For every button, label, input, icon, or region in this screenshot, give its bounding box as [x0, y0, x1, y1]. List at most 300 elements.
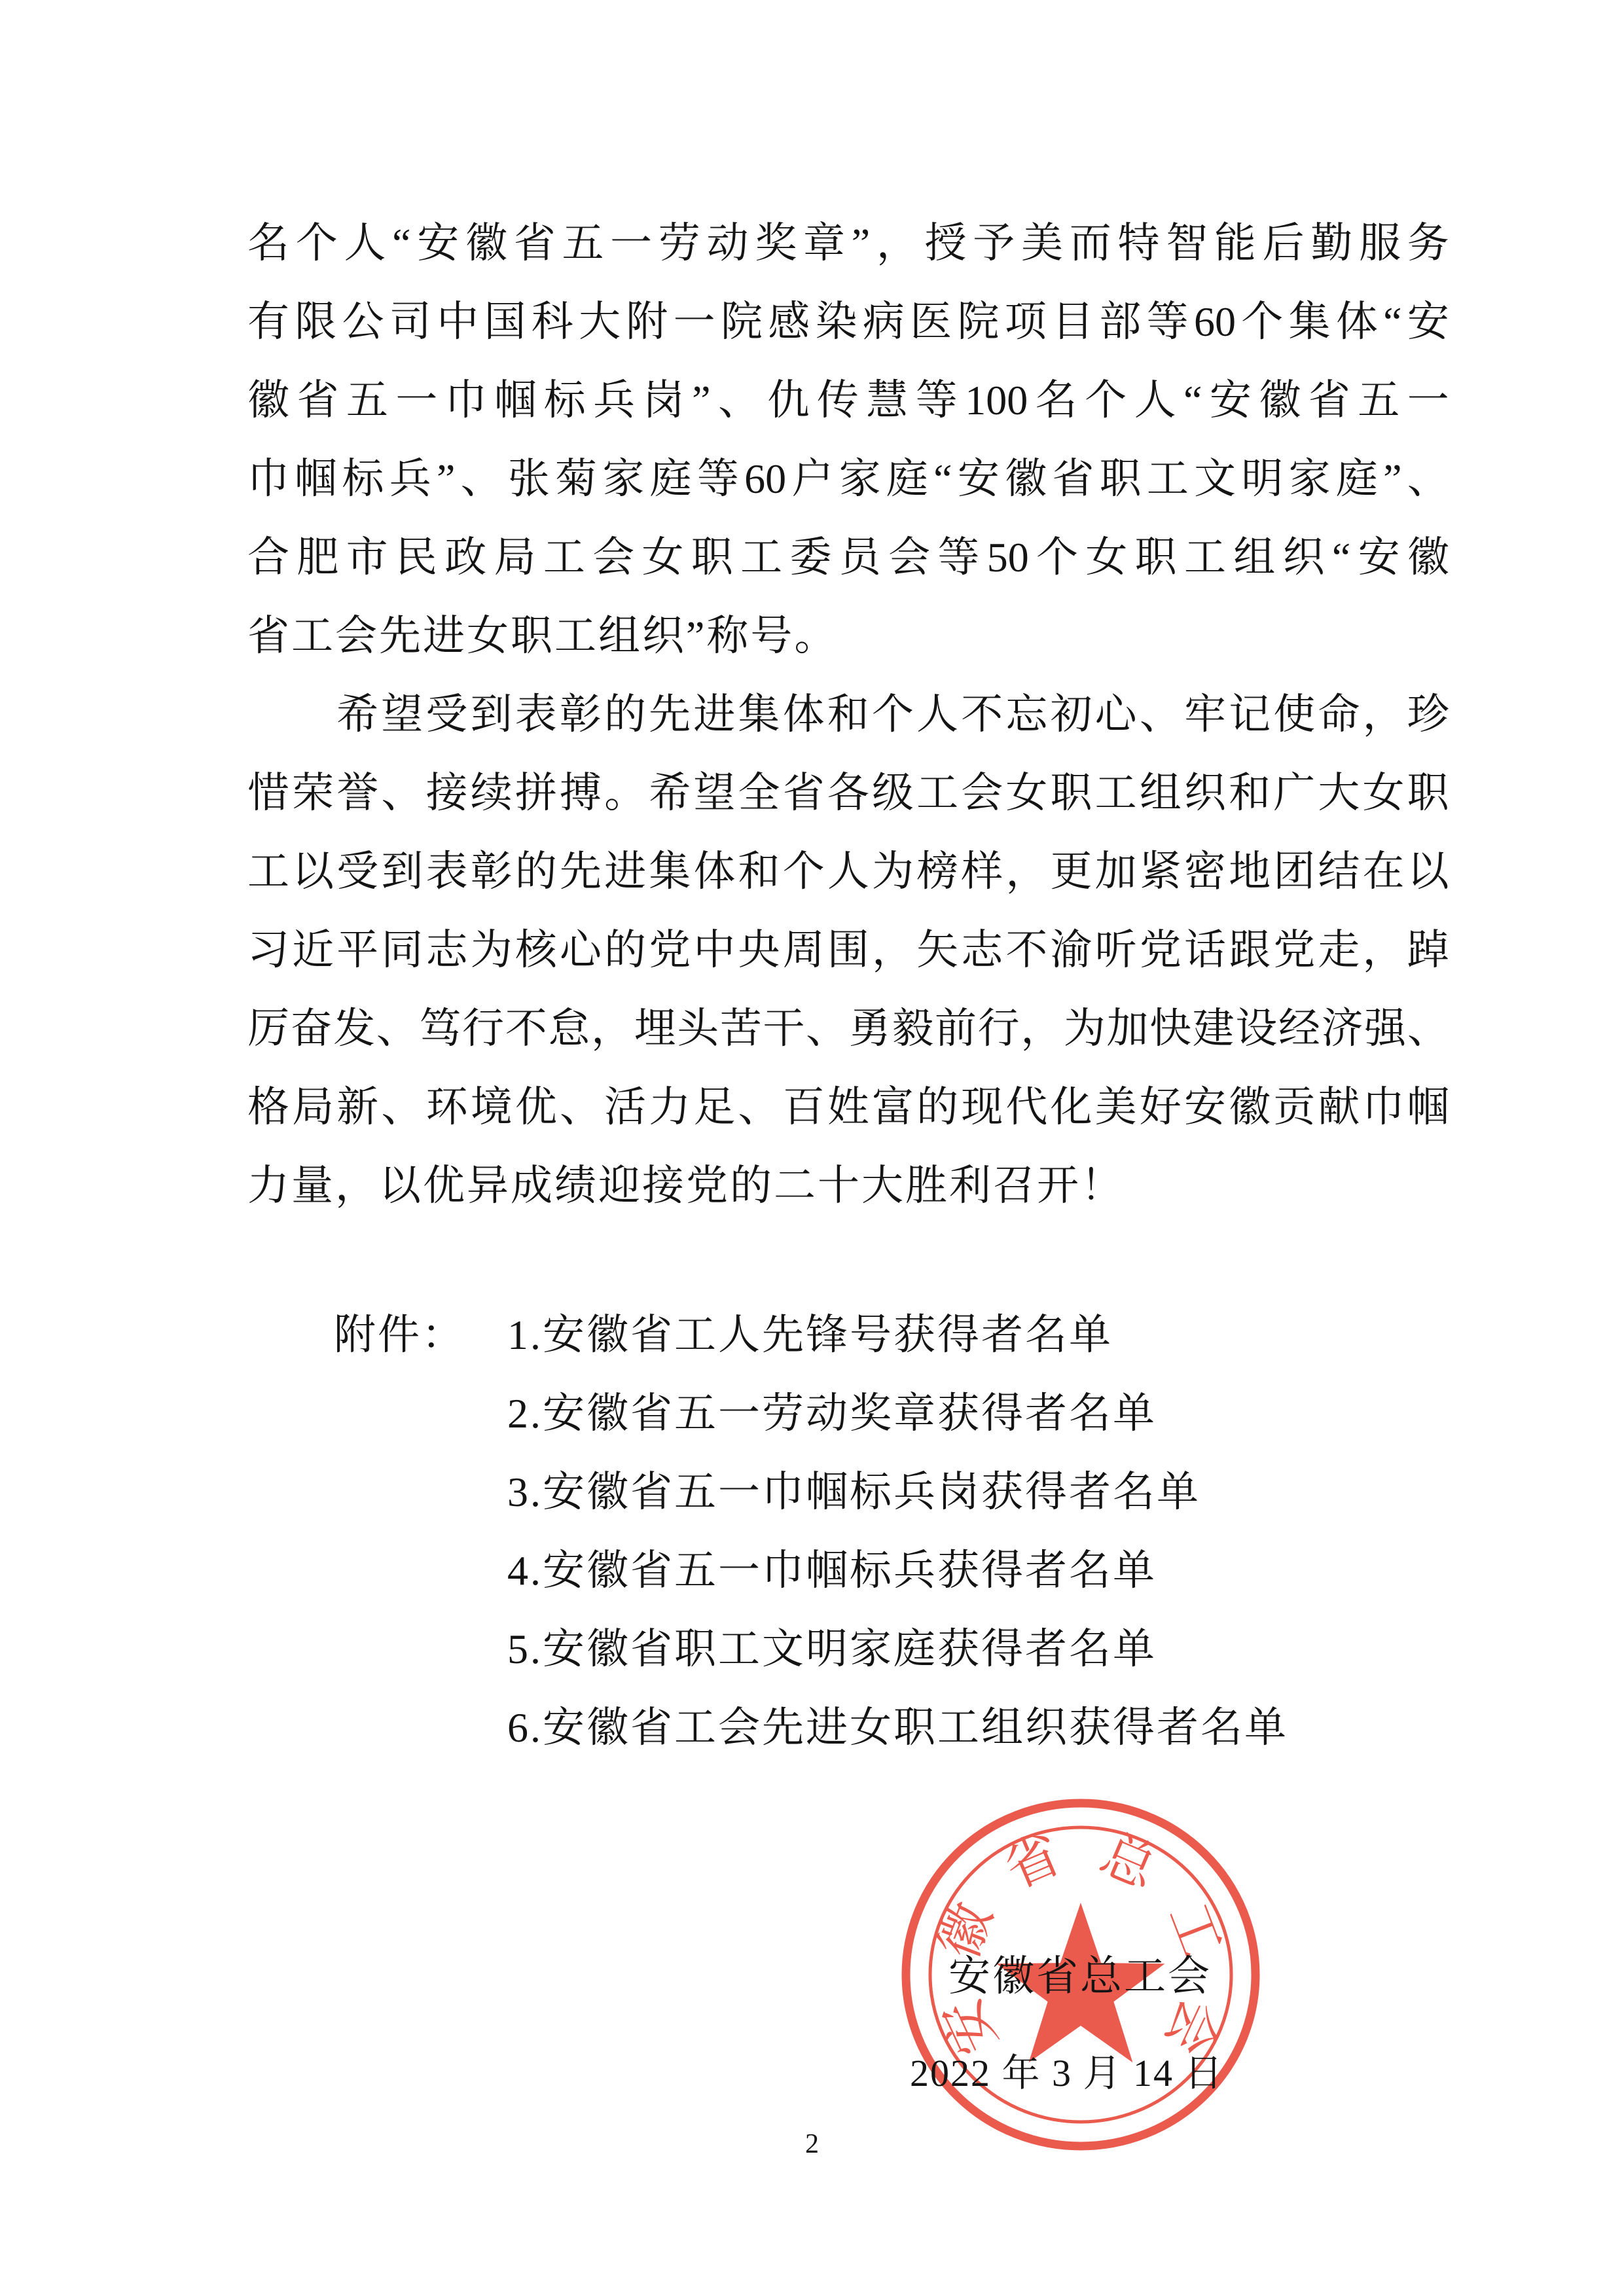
line-char: 广	[1273, 770, 1316, 816]
line-char: 职	[1050, 770, 1092, 816]
line-char: 徽	[1229, 1084, 1271, 1130]
line-char: 好	[1139, 1084, 1182, 1130]
line-char: 力	[649, 1084, 691, 1130]
line-char: 同	[381, 927, 424, 973]
line-char: 强	[1364, 1005, 1407, 1052]
line-char: 省	[297, 377, 339, 423]
line-char: 、	[460, 456, 503, 502]
line-char: 等	[937, 534, 980, 581]
body-line	[247, 374, 1449, 427]
line-char: 巾	[444, 377, 487, 423]
line-char: “	[1183, 377, 1202, 423]
line-char: 快	[1149, 1005, 1192, 1052]
line-char: 代	[1005, 1084, 1048, 1130]
line-char: 级	[871, 770, 914, 816]
line-char: 为	[1063, 1005, 1106, 1052]
line-char: 的	[514, 848, 557, 895]
line-char: 目	[1052, 298, 1094, 345]
line-char: 省	[782, 770, 825, 816]
line-char: 一	[673, 298, 715, 345]
line-char: 国	[484, 298, 526, 345]
line-char: 和	[1229, 770, 1271, 816]
line-char: 彰	[559, 691, 602, 738]
line-char: 感	[768, 298, 810, 345]
line-char: 誉	[336, 770, 379, 816]
line-char: 工	[1146, 456, 1189, 502]
line-char: 、	[1407, 456, 1449, 502]
line-char: 使	[1273, 691, 1316, 738]
line-char: 奋	[290, 1005, 333, 1052]
line-char: 搏	[559, 770, 602, 816]
line-char: 望	[693, 770, 736, 816]
line-char: 菊	[555, 456, 598, 502]
line-char: 局	[494, 534, 536, 581]
line-char: 公	[342, 298, 384, 345]
line-char: 会	[888, 534, 931, 581]
line-char: 党	[1139, 927, 1182, 973]
line-char: 平	[336, 927, 379, 973]
line-char: 能	[1214, 220, 1256, 266]
line-char: 兵	[389, 456, 431, 502]
line-char: 化	[1050, 1084, 1092, 1130]
line-char: 家	[839, 456, 881, 502]
line-char: 个	[782, 848, 825, 895]
line-char: 。	[604, 770, 647, 816]
seal-char: 徽	[928, 1895, 1004, 1967]
line-char: 现	[961, 1084, 1003, 1130]
line-char: 工	[543, 534, 585, 581]
line-char: 工	[1094, 770, 1137, 816]
line-char: 话	[1183, 927, 1226, 973]
line-char: 职	[1134, 534, 1177, 581]
line-char: 美	[1094, 1084, 1137, 1130]
line-char: 工	[1183, 534, 1226, 581]
line-char: ”	[692, 377, 711, 423]
line-char: 肥	[297, 534, 339, 581]
line-char: 100	[965, 377, 1028, 423]
line-char: “	[392, 220, 411, 266]
line-char: 建	[1192, 1005, 1235, 1052]
line-char: 个	[295, 220, 338, 266]
body-line	[247, 1003, 1449, 1055]
line-char: 以	[1407, 848, 1449, 895]
line-char: 60	[744, 456, 787, 502]
line-char: 、	[381, 1084, 424, 1130]
line-char: 表	[514, 691, 557, 738]
line-char: 个	[1085, 377, 1127, 423]
attachment-item: 5.安徽省职工文明家庭获得者名单	[507, 1626, 1157, 1672]
line-char: 接	[425, 770, 468, 816]
line-char: 染	[815, 298, 857, 345]
line-char: 的	[604, 691, 646, 738]
line-char: 服	[1359, 220, 1401, 266]
seal-char: 省	[996, 1823, 1070, 1900]
line-char: 职	[691, 534, 733, 581]
line-char: 体	[693, 848, 736, 895]
line-char: 明	[1241, 456, 1284, 502]
line-char: 大	[1318, 770, 1360, 816]
line-char: 庭	[1335, 456, 1378, 502]
line-char: 希	[649, 770, 691, 816]
attachment-item: 1.安徽省工人先锋号获得者名单	[507, 1312, 1113, 1358]
line-char: 帼	[494, 377, 537, 423]
line-char: 名	[247, 220, 289, 266]
line-char: 、	[1139, 691, 1182, 738]
line-char: 更	[1050, 848, 1092, 895]
line-char: 近	[292, 927, 334, 973]
line-char: 富	[871, 1084, 914, 1130]
line-char: 委	[789, 534, 832, 581]
body-line	[336, 689, 1449, 741]
line-char: 人	[344, 220, 386, 266]
line-char: “	[1383, 298, 1402, 345]
line-char: 望	[381, 691, 424, 738]
body-line: 省工会先进女职工组织”称号。	[247, 613, 839, 659]
line-char: 予	[973, 220, 1015, 266]
line-char: 徽	[1259, 377, 1301, 423]
line-char: 体	[1335, 298, 1378, 345]
line-char: ”	[437, 456, 456, 502]
line-char: 和	[738, 848, 780, 895]
line-char: 女	[641, 534, 684, 581]
line-char: 省	[1308, 377, 1350, 423]
line-char: 女	[1085, 534, 1128, 581]
line-char: 核	[514, 927, 557, 973]
line-char: ，	[1020, 1005, 1063, 1052]
line-char: 60	[1193, 298, 1236, 345]
line-char: 庭	[886, 456, 928, 502]
line-char: 后	[1262, 220, 1305, 266]
line-char: 渝	[1050, 927, 1092, 973]
line-char: 安	[1358, 534, 1400, 581]
line-char: 献	[1318, 1084, 1360, 1130]
line-char: 全	[738, 770, 780, 816]
line-char: 政	[444, 534, 487, 581]
line-char: 先	[649, 691, 691, 738]
line-char: 个	[1241, 298, 1284, 345]
line-char: 以	[292, 848, 334, 895]
line-char: 先	[559, 848, 602, 895]
line-char: 团	[1273, 848, 1316, 895]
line-char: 省	[513, 220, 556, 266]
line-char: 一	[1407, 377, 1449, 423]
line-char: 巾	[1362, 1084, 1405, 1130]
line-char: 笃	[419, 1005, 461, 1052]
line-char: 优	[514, 1084, 557, 1130]
line-char: 、	[381, 770, 424, 816]
line-char: 志	[961, 927, 1003, 973]
line-char: 矢	[916, 927, 959, 973]
line-char: 各	[827, 770, 869, 816]
line-char: 荣	[292, 770, 334, 816]
line-char: 帼	[1407, 1084, 1449, 1130]
line-char: 一	[610, 220, 653, 266]
line-char: 的	[604, 927, 647, 973]
line-char: 会	[961, 770, 1003, 816]
line-char: 岗	[642, 377, 685, 423]
line-char: ，	[1005, 848, 1048, 895]
line-char: “	[933, 456, 952, 502]
line-char: 进	[604, 848, 647, 895]
line-char: 标	[342, 456, 384, 502]
attachment-item: 2.安徽省五一劳动奖章获得者名单	[507, 1390, 1157, 1437]
line-char: 不	[505, 1005, 547, 1052]
line-char: 美	[1021, 220, 1064, 266]
line-char: 的	[916, 1084, 959, 1130]
line-char: 职	[1407, 770, 1449, 816]
line-char: 工	[247, 848, 289, 895]
line-char: 安	[1209, 377, 1252, 423]
line-char: 、	[806, 1005, 848, 1052]
body-line	[247, 924, 1449, 977]
line-char: 志	[425, 927, 468, 973]
line-char: 人	[827, 848, 869, 895]
line-char: 记	[1229, 691, 1271, 738]
page-number: 2	[805, 2129, 819, 2159]
line-char: 个	[871, 691, 914, 738]
body-line	[247, 453, 1449, 505]
line-char: 五	[346, 377, 388, 423]
seal-char: 总	[1092, 1823, 1165, 1900]
line-char: 传	[816, 377, 859, 423]
line-char: 百	[782, 1084, 825, 1130]
line-char: 户	[791, 456, 834, 502]
line-char: 徽	[465, 220, 507, 266]
line-char: 设	[1235, 1005, 1278, 1052]
line-char: 五	[1358, 377, 1400, 423]
body-line	[247, 217, 1449, 270]
line-char: 五	[562, 220, 604, 266]
line-char: 足	[693, 1084, 736, 1130]
body-line	[247, 1081, 1449, 1134]
line-char: 附	[626, 298, 668, 345]
line-char: 结	[1318, 848, 1360, 895]
line-char: 科	[531, 298, 573, 345]
attachment-label: 附件：	[334, 1312, 465, 1358]
line-char: 勇	[848, 1005, 891, 1052]
line-char: 榜	[916, 848, 959, 895]
line-char: 合	[247, 534, 289, 581]
line-char: ，	[591, 1005, 633, 1052]
line-char: 围	[827, 927, 869, 973]
line-char: 、	[376, 1005, 418, 1052]
seal-char: 工	[1157, 1895, 1233, 1967]
line-char: 不	[961, 691, 1003, 738]
line-char: 境	[470, 1084, 513, 1130]
line-char: 受	[425, 691, 468, 738]
signature-org: 安徽省总工会	[948, 1953, 1212, 2000]
line-char: 动	[706, 220, 749, 266]
line-char: 紧	[1139, 848, 1182, 895]
line-char: 进	[693, 691, 736, 738]
line-char: 埋	[634, 1005, 676, 1052]
line-char: ”	[1383, 456, 1402, 502]
line-char: 安	[417, 220, 460, 266]
line-char: “	[1331, 534, 1351, 581]
line-char: 命	[1318, 691, 1360, 738]
line-char: 勤	[1310, 220, 1353, 266]
line-char: 续	[470, 770, 513, 816]
body-line	[247, 296, 1449, 348]
line-char: 大	[579, 298, 621, 345]
line-char: 毅	[892, 1005, 934, 1052]
line-char: 徽	[247, 377, 289, 423]
line-char: 家	[1288, 456, 1331, 502]
line-char: 格	[247, 1084, 289, 1130]
line-char: 奖	[755, 220, 797, 266]
line-char: 标	[543, 377, 586, 423]
line-char: 到	[381, 848, 424, 895]
line-char: 限	[295, 298, 337, 345]
line-char: 济	[1321, 1005, 1363, 1052]
line-char: 组	[1233, 534, 1276, 581]
line-char: 病	[862, 298, 905, 345]
line-char: 女	[1005, 770, 1048, 816]
line-char: 徽	[1005, 456, 1047, 502]
line-char: 走	[1318, 927, 1360, 973]
line-char: 行	[462, 1005, 505, 1052]
line-char: 环	[425, 1084, 468, 1130]
line-char: 不	[1005, 927, 1048, 973]
line-char: 章	[803, 220, 846, 266]
line-char: 、	[738, 1084, 780, 1130]
line-char: 安	[1183, 1084, 1226, 1130]
line-char: 集	[738, 691, 780, 738]
line-char: 仇	[767, 377, 810, 423]
body-line	[247, 846, 1449, 898]
seal-char: 安	[931, 1989, 1008, 2064]
line-char: 习	[247, 927, 289, 973]
line-char: 央	[738, 927, 780, 973]
line-char: 兵	[593, 377, 636, 423]
line-char: 慧	[866, 377, 909, 423]
line-char: 拼	[514, 770, 557, 816]
line-char: 周	[782, 927, 825, 973]
line-char: 样	[961, 848, 1003, 895]
line-char: 名	[1035, 377, 1077, 423]
line-char: 张	[507, 456, 550, 502]
line-char: 受	[336, 848, 379, 895]
line-char: 等	[696, 456, 739, 502]
line-char: 组	[1139, 770, 1182, 816]
line-char: 一	[395, 377, 438, 423]
line-char: 在	[1362, 848, 1405, 895]
line-char: 劳	[658, 220, 700, 266]
line-char: 厉	[247, 1005, 289, 1052]
line-char: 等	[915, 377, 958, 423]
line-char: 文	[1194, 456, 1236, 502]
line-char: 徽	[1407, 534, 1449, 581]
line-char: 惜	[247, 770, 289, 816]
line-char: 人	[1134, 377, 1176, 423]
line-char: 为	[470, 927, 513, 973]
line-char: 务	[1407, 220, 1449, 266]
line-char: 、	[559, 1084, 602, 1130]
line-char: 党	[1273, 927, 1316, 973]
line-char: 女	[1362, 770, 1405, 816]
line-char: 忘	[1005, 691, 1048, 738]
line-char: 会	[592, 534, 635, 581]
line-char: 职	[1099, 456, 1142, 502]
line-char: ，	[1362, 691, 1405, 738]
line-char: 初	[1050, 691, 1092, 738]
line-char: 姓	[827, 1084, 869, 1130]
line-char: 50	[986, 534, 1029, 581]
line-char: 帼	[295, 456, 337, 502]
line-char: 贡	[1273, 1084, 1316, 1130]
body-line	[247, 531, 1449, 584]
seal-char: 会	[1153, 1989, 1231, 2064]
line-char: 中	[693, 927, 736, 973]
line-char: 特	[1117, 220, 1160, 266]
line-char: 、	[717, 377, 760, 423]
line-char: 集	[649, 848, 691, 895]
line-char: 安	[957, 456, 1000, 502]
attachment-item: 4.安徽省五一巾帼标兵获得者名单	[507, 1547, 1157, 1594]
line-char: 密	[1183, 848, 1226, 895]
line-char: 省	[1052, 456, 1094, 502]
line-char: 家	[602, 456, 645, 502]
line-char: 和	[827, 691, 869, 738]
line-char: 个	[1036, 534, 1078, 581]
line-char: 员	[839, 534, 881, 581]
line-char: 授	[924, 220, 967, 266]
line-char: ，	[876, 220, 918, 266]
line-char: 地	[1229, 848, 1271, 895]
line-char: 工	[740, 534, 783, 581]
line-char: 部	[1099, 298, 1142, 345]
line-char: 人	[916, 691, 959, 738]
line-char: 加	[1106, 1005, 1149, 1052]
line-char: 民	[395, 534, 437, 581]
line-char: 苦	[719, 1005, 762, 1052]
line-char: 等	[1146, 298, 1189, 345]
line-char: 发	[333, 1005, 376, 1052]
line-char: 织	[1183, 770, 1226, 816]
line-char: 有	[247, 298, 289, 345]
line-char: 集	[1288, 298, 1331, 345]
line-char: 跟	[1229, 927, 1271, 973]
line-char: 头	[677, 1005, 719, 1052]
line-char: 智	[1166, 220, 1208, 266]
line-char: 希	[336, 691, 378, 738]
body-line	[247, 767, 1449, 819]
line-char: 庭	[649, 456, 692, 502]
line-char: 怠	[548, 1005, 590, 1052]
line-char: 珍	[1407, 691, 1449, 738]
signature-date: 2022 年 3 月 14 日	[910, 2052, 1224, 2094]
line-char: 项	[1004, 298, 1047, 345]
line-char: 工	[916, 770, 959, 816]
line-char: 心	[559, 927, 602, 973]
line-char: 、	[1407, 1005, 1449, 1052]
line-char: 织	[1282, 534, 1325, 581]
attachment-item: 3.安徽省五一巾帼标兵岗获得者名单	[507, 1469, 1200, 1515]
line-char: 加	[1094, 848, 1137, 895]
line-char: 院	[720, 298, 763, 345]
line-char: 体	[782, 691, 825, 738]
line-char: 院	[957, 298, 1000, 345]
line-char: 而	[1069, 220, 1111, 266]
line-char: ，	[1362, 927, 1405, 973]
body-line: 力量，以优异成绩迎接党的二十大胜利召开！	[247, 1162, 1125, 1209]
line-char: 安	[1407, 298, 1449, 345]
line-char: ”	[851, 220, 871, 266]
line-char: 干	[763, 1005, 805, 1052]
attachment-item: 6.安徽省工会先进女职工组织获得者名单	[507, 1704, 1288, 1751]
line-char: 彰	[470, 848, 513, 895]
line-char: 活	[604, 1084, 647, 1130]
